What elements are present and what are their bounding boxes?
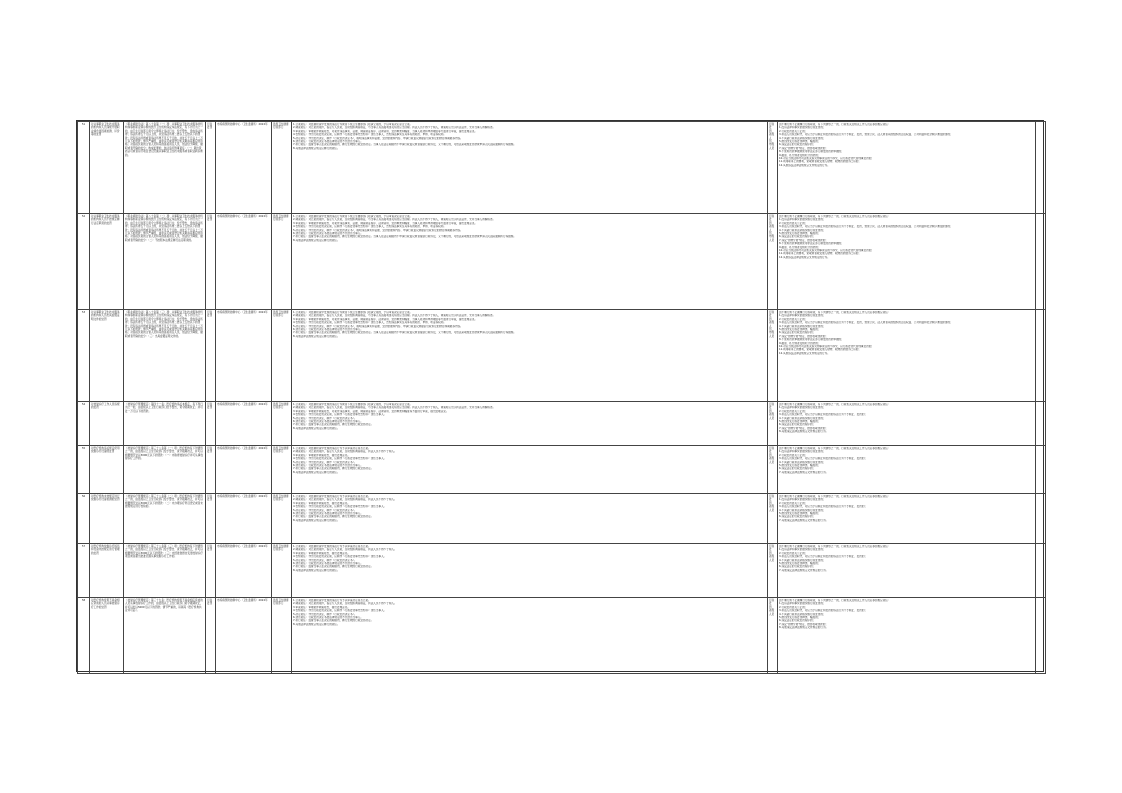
legal-basis-text: 《放射诊疗管理规定》第三十九条：医疗机构使用不具备相应资质的人员从事放射诊疗工作的，由县级以上卫生行政部门责令限期改正，并可以处以5000元以下的罚款；情节严重的，吊销其《医疗机构执业许可证》。 [125,599,203,613]
accountability-item: 3.执法人员玩忽职守，对应当予以制止和处罚的违法行为不予制止、处罚的； [779,555,868,559]
accountability-item: 因不履行或不正确履行行政职责，有下列情形之一的，行政机关及相关工作人员应承担相应责任： [779,495,891,498]
duty-item: 7.执行责任：监督当事人在决定的期限内，履行生效的行政处罚决定。当事人在法定期限内不申请行政复议或者提起行政诉讼，又不履行的，可依法采取加处罚款或申请人民法院强制执行等措施。 [293,143,516,147]
duty-item: 7.执行责任：监督当事人在决定的期限内，履行生效的行政处罚决定。当事人在法定期限内不申请行政复议或者提起行政诉讼，又不履行的，可依法采取加处罚款或申请人民法院强制执行等措施。 [293,331,516,335]
duty-item: 6.送达责任：行政处罚决定书按法律规定的方式送达当事人。 [293,328,363,332]
power-type [206,598,216,674]
responsible-subject [272,494,292,544]
duty-item: 6.送达责任：行政处罚决定书按法律规定的方式送达当事人。 [293,232,363,236]
responsible-subject [272,544,292,598]
legal-basis-text: 《职业病防治法》第八十条第（二）项：从事职业卫生技术服务的机构和承担职业病诊断的医疗卫生机构违反本法规定，有下列行为之一的，由卫生行政部门责令立即停止违法行为，给予警告，没收违法所得；违法所得五千元以上的，并处违法所得二倍以上五倍以下的罚款；没有违法所得或者违法所得不足五千元的，并处五千元以上二万元以下的罚款；情节严重的，由原认可或者登记机关取消其相应的资格；对直接负责的主管人员和其他直接责任人员，依法给予降级、撤职或者开除的处分：（二）不按照本法规定履行法定职责的。 [125,215,203,242]
duty-item: 2.调查责任：对立案的案件，指定专人负责，及时组织调查取证，执法人员不得少于两人。 [293,602,397,606]
accountability-item: 因不履行或不正确履行行政职责，有下列情形之一的，行政机关及相关工作人员应承担相应责任： [779,311,891,314]
duty-item: 3.审查责任：审理案件调查报告，对案件违法事实、证据、调查取证程序、法律适用、处罚种类和幅度等方面进行审查，提出处理意见。 [293,409,449,413]
accountability-item: 因不履行或不正确履行行政职责，有下列情形之一的，行政机关及相关工作人员应承担相应责任： [779,123,891,126]
power-type [206,544,216,598]
contact-info-text: 行政处罚、省级人员、市级人员 [769,215,775,242]
item-name [90,494,124,544]
duty-item: 2.调查责任：对立案的案件，指定专人负责，及时组织调查取证，执法人员不得少于两人。 [293,548,397,552]
duty-item: 6.送达责任：行政处罚决定书按法律规定的方式送达当事人。 [293,420,363,424]
duty-item: 3.审查责任：审理案件调查报告，对案件违法事实、证据、调查取证程序、法律适用、处罚种类和幅度、当事人陈述和申辩理由等方面进行审查，提出处理意见。 [293,317,478,321]
power-type-text: 行政处罚 [207,311,213,318]
implementing-dept-text: 市疾病预防控制中心（卫生监督所）2022年 [217,545,268,548]
implementing-dept-text: 市疾病预防控制中心（卫生监督所）2022年 [217,123,268,126]
row-number-text: 53 [81,311,86,314]
duty-item: 4.告知责任：作出行政处罚决定前，应制作《行政处罚事先告知书》送达当事人。 [293,555,387,559]
duty-item: 1.立案责任：对监督检查中发现的违法行为或者下级卫生健康部门报请立案的，予以审查决定是否立案。 [293,403,413,406]
row-number [78,598,90,674]
row-number-text: 58 [81,599,86,602]
accountability-list [778,598,1036,674]
remark [1036,402,1046,446]
item-name [90,402,124,446]
row-number [78,310,90,402]
duty-list [292,446,768,494]
duty-item: 4.告知责任：作出行政处罚决定前，应制作《行政处罚事先告知书》送达当事人。 [293,457,387,461]
accountability-item: 7.违反"罚缴分离"规定，擅自收取罚款的； [779,238,828,242]
row-number-text: 52 [81,215,86,218]
legal-basis-text: 《放射诊疗管理规定》第四十一条：医疗机构违反本规定，有下列行为之一的，由县级以上卫生行政部门给予警告，责令限期改正；并可处一万元以下的罚款。 [125,403,203,413]
row-number-text: 51 [81,123,86,126]
duty-item: 1.立案责任：对监督检查中发现的违法行为或者下级卫生健康部门报请立案的，予以审查决定是否立案。 [293,123,413,126]
accountability-item: 1.没有法律和事实依据实施行政处罚的； [779,314,826,318]
duty-item: 8.其他法律法规规章规定应履行的责任。 [293,426,340,430]
accountability-list [778,214,1036,310]
remark [1036,214,1046,310]
implementing-dept [216,310,272,402]
table-row [78,544,1046,598]
accountability-item: 5.擅自改变行政处罚种类、幅度的； [779,464,821,468]
accountability-item: 2.行政处罚显失公正的； [779,409,808,413]
implementing-dept [216,544,272,598]
implementing-dept-text: 市疾病预防控制中心（卫生监督所）2022年 [217,215,268,218]
implementing-dept [216,402,272,446]
accountability-item: 8.其他违反法律法规规章文件规定的行为。 [779,626,829,630]
responsible-subject-text: 县级卫生健康行政部门 [273,599,289,606]
legal-basis-text: 《放射诊疗管理规定》第三十八条第（三）项：医疗机构有下列情形之一的，由县级以上卫生行政部门给予警告、责令限期改正，并可以根据情节处以3000元以下的罚款：（三）未经批准擅自变更放射诊疗项目或者超出批准范围从事放射诊疗工作的。 [125,545,203,559]
contact-info-text: 行政处罚、省级人员 [769,447,775,464]
accountability-item: 4.不具备行政执法资格实施行政处罚的； [779,612,826,616]
duty-item: 5.决定责任：作出处罚决定，制作《行政处罚决定书》。 [293,558,357,562]
accountability-item: 6.违反法定的行政处罚程序的； [779,423,816,427]
responsible-subject-text: 县级卫生健康行政部门 [273,495,289,502]
accountability-item: 3.执法人员玩忽职守，对应当予以制止和处罚的违法行为不予制止、处罚的； [779,609,868,613]
implementing-dept-text: 市疾病预防控制中心（卫生监督所）2022年 [217,403,268,406]
table-row [78,402,1046,446]
item-name [90,310,124,402]
legal-basis [124,402,206,446]
duty-list [292,494,768,544]
duty-item: 1.立案责任：对监督检查中发现的违法行为或者下级卫生健康部门报请立案的，予以审查决定是否立案。 [293,215,413,218]
accountability-item: 2.行政处罚显失公正的； [779,221,808,225]
responsible-subject-text: 县级卫生健康行政部门 [273,123,289,130]
contact-info [768,122,778,214]
duty-item: 7.执行责任：监督当事人在决定的期限内，履行生效的行政处罚决定。当事人在法定期限内不申请行政复议或者提起行政诉讼，又不履行的，可依法采取加处罚款或申请人民法院强制执行等措施。 [293,235,516,239]
accountability-item: 6.违反法定的行政处罚程序的； [779,143,816,147]
power-type-text: 行政处罚 [207,215,213,222]
accountability-item: 2.行政处罚显失公正的； [779,501,808,505]
power-type [206,122,216,214]
contact-info [768,310,778,402]
row-number [78,122,90,214]
legal-basis [124,446,206,494]
item-name-text: 对放射诊疗工作人员违规的处罚 [91,403,120,410]
table-row [78,494,1046,544]
table-body [78,122,1046,674]
legal-basis [124,544,206,598]
accountability-list [778,494,1036,544]
accountability-item: 11.利用职务上的便利，索取或者收受他人财物、收缴罚款据为己有的； [779,252,861,256]
duty-list [292,214,768,310]
row-number [78,214,90,310]
table-row [78,446,1046,494]
item-name [90,446,124,494]
accountability-item: 10.对应当依法移交司法机关追究刑事责任的不移交，以行政处罚代替刑事处罚的； [779,249,874,253]
accountability-item: 5.擅自改变行政处罚种类、幅度的； [779,562,821,566]
accountability-item: 7.其他违反法律法规规章文件规定的行为。 [779,568,829,572]
duty-item: 4.告知责任：作出行政处罚决定前，应制作《行政处罚事先告知书》送达当事人。 [293,609,387,613]
contact-info-text: 行政处罚、省级人员 [769,599,775,616]
duty-item: 3.审查责任：审理案件调查报告，提出处理意见。 [293,501,350,505]
accountability-item: 4.不具备行政执法资格实施行政处罚的； [779,460,826,464]
accountability-item: 1.没有法律和事实依据实施行政处罚的； [779,548,826,552]
accountability-item: 3.执法人员玩忽职守，对应当予以制止和处罚的违法行为不予制止、处罚，致使公民、法人或者其他组织的合法权益、公共利益和社会秩序遭受损害的； [779,225,953,229]
duty-item: 2.调查责任：对立案的案件，指定专人负责，及时组织调查取证，与当事人有直接利害关系的应当回避。执法人员不得少于两人，调查时应出示执法证件，允许当事人辩解陈述。 [293,314,496,318]
duty-item: 2.调查责任：对立案的案件，指定专人负责，及时组织调查取证，与当事人有直接利害关系的应当回避。执法人员不得少于两人，调查时应出示执法证件，允许当事人辩解陈述。 [293,406,496,410]
contact-info-text: 行政处罚、省级人员、市级人员 [769,123,775,150]
responsible-subject [272,122,292,214]
accountability-item: 3.执法人员玩忽职守，对应当予以制止和处罚的违法行为不予制止、处罚的； [779,457,868,461]
accountability-item: 11.利用职务上的便利，索取或者收受他人财物、收缴罚款据为己有的； [779,160,861,164]
accountability-item: 5.擅自改变行政处罚种类、幅度的； [779,616,821,620]
responsible-subject-text: 县级卫生健康行政部门 [273,545,289,552]
accountability-item: 2.行政处罚显失公正的； [779,551,808,555]
row-number [78,544,90,598]
accountability-item: 2.行政处罚显失公正的； [779,129,808,133]
row-number [78,402,90,446]
legal-basis [124,122,206,214]
duty-list [292,598,768,674]
implementing-dept [216,214,272,310]
accountability-item: 4.不具备行政执法资格实施行政处罚的； [779,324,826,328]
accountability-item: 1.没有法律和事实依据实施行政处罚的； [779,406,826,410]
row-number-text: 55 [81,447,86,450]
remark [1036,494,1046,544]
accountability-item: 8.其他违反法律法规规章文件规定的行为。 [779,430,829,434]
legal-basis-text: 《职业病防治法》第八十条第（三）项：从事职业卫生技术服务的机构和承担职业病诊断的医疗卫生机构违反本法规定，有下列行为之一的，由卫生行政部门责令立即停止违法行为，给予警告，没收违法所得；违法所得五千元以上的，并处违法所得二倍以上五倍以下的罚款；没有违法所得或者违法所得不足五千元的，并处五千元以上二万元以下的罚款；情节严重的，由原认可或者登记机关取消其相应的资格；对直接负责的主管人员和其他直接责任人员，依法给予降级、撤职或者开除的处分：（三）出具虚假证明文件的。 [125,311,203,338]
duty-item: 8.其他法律法规规章规定应履行的责任。 [293,334,340,338]
contact-info [768,598,778,674]
duty-item: 1.立案责任：对监督检查中发现的违法行为予以审查决定是否立案。 [293,545,371,548]
accountability-item: 因不履行或不正确履行行政职责，有下列情形之一的，行政机关及相关工作人员应承担相应责任： [779,545,891,548]
remark [1036,310,1046,402]
duty-item: 7.执行责任：监督当事人在决定的期限内，履行生效的行政处罚决定。 [293,515,374,519]
item-name-text: 对医疗机构未按规定进行放射诊疗设备检测的处罚 [91,495,120,502]
duty-item: 8.其他法律法规规章规定应履行的责任。 [293,568,340,572]
duty-item: 7.执行责任：监督当事人在决定的期限内，履行生效的行政处罚决定。 [293,619,374,623]
accountability-item: 7.违反"罚缴分离"规定，擅自收取罚款的； [779,426,828,430]
implementing-dept-text: 市疾病预防控制中心（卫生监督所）2022年 [217,495,268,498]
row-number [78,494,90,544]
duty-item: 2.调查责任：对立案的案件，指定专人负责，及时组织调查取证，与当事人有直接利害关系的应当回避。执法人员不得少于两人，调查时应出示执法证件，允许当事人辩解陈述。 [293,218,496,222]
responsible-subject [272,310,292,402]
table-row [78,214,1046,310]
remark [1036,122,1046,214]
accountability-list [778,310,1036,402]
power-type-text: 行政处罚 [207,545,213,552]
accountability-item: 7.其他违反法律法规规章文件规定的行为。 [779,470,829,474]
accountability-item: 7.违反"罚缴分离"规定，擅自收取罚款的； [779,334,828,338]
accountability-item: 5.擅自改变行政处罚种类、幅度的； [779,512,821,516]
contact-info [768,214,778,310]
table-row [78,598,1046,674]
duty-item: 3.审查责任：审理案件调查报告，对案件违法事实、证据、调查取证程序、法律适用、处罚种类和幅度、当事人陈述和申辩理由等方面进行审查，提出处理意见。 [293,129,478,133]
accountability-item: 10.对应当依法移交司法机关追究刑事责任的不移交，以行政处罚代替刑事处罚的； [779,345,874,349]
accountability-item: 7.违反"罚缴分离"规定，擅自收取罚款的； [779,146,828,150]
power-type [206,402,216,446]
responsible-subject-text: 县级卫生健康行政部门 [273,215,289,222]
accountability-item: 3.执法人员玩忽职守，对应当予以制止和处罚的违法行为不予制止、处罚的； [779,505,868,509]
accountability-list [778,402,1036,446]
implementing-dept [216,494,272,544]
duty-item: 6.送达责任：行政处罚决定书按法律规定的方式送达当事人。 [293,464,363,468]
accountability-list [778,446,1036,494]
item-name-text: 对从事职业卫生技术服务的机构和人员违规开展职业病危害因素检测、评价等的处罚 [91,123,120,137]
accountability-item: 5.擅自改变行政处罚种类、幅度的； [779,420,821,424]
item-name [90,598,124,674]
accountability-item: 12.其他违反法律法规规章文件规定的行为。 [779,163,830,167]
duty-item: 8.其他法律法规规章规定应履行的责任。 [293,622,340,626]
accountability-item: 1.没有法律和事实依据实施行政处罚的； [779,218,826,222]
row-number-text: 57 [81,545,86,548]
implementing-dept-text: 市疾病预防控制中心（卫生监督所）2022年 [217,311,268,314]
duty-item: 4.告知责任：作出行政处罚决定前，应制作《行政处罚事先告知书》送达当事人，告知违法事实及其享有的陈述、申辩、听证等权利。 [293,225,446,229]
item-name [90,214,124,310]
contact-info [768,446,778,494]
power-type-text: 行政处罚 [207,123,213,130]
accountability-item: 1.没有法律和事实依据实施行政处罚的； [779,498,826,502]
duty-item: 3.审查责任：审理案件调查报告，提出处理意见。 [293,605,350,609]
item-name [90,544,124,598]
duty-item: 1.立案责任：对监督检查中发现的违法行为或者下级卫生健康部门报请立案的，予以审查决定是否立案。 [293,311,413,314]
duty-item: 7.执行责任：监督当事人在决定的期限内，履行生效的行政处罚决定。 [293,565,374,569]
item-name-text: 对从事职业卫生技术服务的机构和人员出具虚假证明文件的处罚 [91,311,120,321]
table-row [78,310,1046,402]
duty-item: 6.送达责任：行政处罚决定书按法律规定的方式送达当事人。 [293,512,363,516]
accountability-item: 6.违反法定的行政处罚程序的； [779,467,816,471]
accountability-item: 8.不使用罚款单据或使用非法定部门制发的罚款单据的； [779,338,844,342]
duty-item: 5.决定责任：作出处罚决定，制作《行政处罚决定书》。 [293,508,357,512]
responsible-subject-text: 县级卫生健康行政部门 [273,311,289,318]
duty-item: 1.立案责任：对监督检查中发现的违法行为予以审查决定是否立案。 [293,447,371,450]
accountability-item: 6.违反法定的行政处罚程序的； [779,565,816,569]
power-type-text: 行政处罚 [207,447,213,454]
contact-info-text: 行政处罚、省级人员、市级人员 [769,311,775,338]
legal-basis [124,598,206,674]
duty-list [292,122,768,214]
implementing-dept [216,598,272,674]
accountability-item: 10.对应当依法移交司法机关追究刑事责任的不移交，以行政处罚代替刑事处罚的； [779,157,874,161]
legal-basis [124,494,206,544]
duty-item: 5.决定责任：作出处罚决定，制作《行政处罚决定书》，载明违法事实和证据、处罚依据和内容、申请行政复议或提起行政诉讼的途径和期限等内容。 [293,228,463,232]
implementing-dept [216,446,272,494]
implementing-dept [216,122,272,214]
accountability-item: 因不履行或不正确履行行政职责，有下列情形之一的，行政机关及相关工作人员应承担相应责任： [779,447,891,450]
power-type-text: 行政处罚 [207,599,213,606]
accountability-item: 1.没有法律和事实依据实施行政处罚的； [779,450,826,454]
remark [1036,544,1046,598]
accountability-item: 3.执法人员玩忽职守，对应当予以制止和处罚的违法行为不予制止、处罚，致使公民、法人或者其他组织的合法权益、公共利益和社会秩序遭受损害的； [779,321,953,325]
accountability-item: 3.执法人员玩忽职守，对应当予以制止和处罚的违法行为不予制止、处罚，致使公民、法人或者其他组织的合法权益、公共利益和社会秩序遭受损害的； [779,133,953,137]
item-name-text: 对医疗机构使用不具备相应资质的人员从事放射诊疗工作的处罚 [91,599,120,609]
accountability-item: 11.利用职务上的便利，索取或者收受他人财物、收缴罚款据为己有的； [779,348,861,352]
accountability-item: 5.擅自改变行政处罚种类、幅度的； [779,140,821,144]
implementing-dept-text: 市疾病预防控制中心（卫生监督所）2022年 [217,599,268,602]
accountability-item: 5.擅自改变行政处罚种类、幅度的； [779,232,821,236]
duty-item: 2.调查责任：对立案的案件，指定专人负责，及时组织调查取证，执法人员不得少于两人。 [293,498,397,502]
legal-basis [124,214,206,310]
accountability-item: 2.行政处罚显失公正的； [779,453,808,457]
duty-list [292,310,768,402]
duty-item: 6.送达责任：行政处罚决定书按法律规定的方式送达当事人。 [293,616,363,620]
duty-item: 3.审查责任：审理案件调查报告，提出处理意见。 [293,453,350,457]
duty-table [77,121,1046,674]
duty-item: 8.其他法律法规规章规定应履行的责任。 [293,238,340,242]
accountability-item: 7.其他违反法律法规规章文件规定的行为。 [779,518,829,522]
implementing-dept-text: 市疾病预防控制中心（卫生监督所）2022年 [217,447,268,450]
duty-list [292,402,768,446]
accountability-item: 4.不具备行政执法资格实施行政处罚的； [779,558,826,562]
remark [1036,446,1046,494]
duty-item: 8.其他法律法规规章规定应履行的责任。 [293,470,340,474]
accountability-item: 9.截留、私分或者变相私分罚款的； [779,153,821,157]
duty-item: 2.调查责任：对立案的案件，指定专人负责，及时组织调查取证，执法人员不得少于两人。 [293,450,397,454]
contact-info-text: 行政处罚、省级人员 [769,545,775,562]
accountability-list [778,122,1036,214]
accountability-item: 1.没有法律和事实依据实施行政处罚的； [779,602,826,606]
accountability-item: 8.不使用罚款单据或使用非法定部门制发的罚款单据的； [779,242,844,246]
duty-item: 4.告知责任：作出行政处罚决定前，应制作《行政处罚事先告知书》送达当事人。 [293,505,387,509]
accountability-item: 6.违反法定的行政处罚程序的； [779,331,816,335]
row-number-text: 56 [81,495,86,498]
accountability-item: 6.违反法定的行政处罚程序的； [779,515,816,519]
accountability-item: 4.不具备行政执法资格实施行政处罚的； [779,508,826,512]
duty-item: 5.决定责任：作出处罚决定，制作《行政处罚决定书》。 [293,460,357,464]
remark [1036,598,1046,674]
power-type [206,310,216,402]
contact-info [768,402,778,446]
accountability-item: 4.不具备行政执法资格实施行政处罚的； [779,416,826,420]
duty-item: 8.其他法律法规规章规定应履行的责任。 [293,518,340,522]
accountability-item: 12.其他违反法律法规规章文件规定的行为。 [779,255,830,259]
accountability-item: 6.违反法定的行政处罚程序的； [779,235,816,239]
duty-item: 3.审查责任：审理案件调查报告，提出处理意见。 [293,551,350,555]
power-type-text: 行政处罚 [207,403,213,410]
duty-item: 6.送达责任：行政处罚决定书按法律规定的方式送达当事人。 [293,140,363,144]
contact-info-text: 行政处罚、省级人员 [769,403,775,420]
duty-item: 6.送达责任：行政处罚决定书按法律规定的方式送达当事人。 [293,562,363,566]
duty-item: 4.告知责任：作出行政处罚决定前，应制作《行政处罚事先告知书》送达当事人，告知违法事实及其享有的陈述、申辩、听证等权利。 [293,133,446,137]
accountability-item: 2.行政处罚显失公正的； [779,317,808,321]
accountability-item: 1.没有法律和事实依据实施行政处罚的； [779,126,826,130]
responsible-subject [272,446,292,494]
item-name [90,122,124,214]
accountability-item: 4.不具备行政执法资格实施行政处罚的； [779,228,826,232]
accountability-item: 因不履行或不正确履行行政职责，有下列情形之一的，行政机关及相关工作人员应承担相应责任： [779,215,891,218]
responsible-subject [272,598,292,674]
duty-item: 2.调查责任：对立案的案件，指定专人负责，及时组织调查取证，与当事人有直接利害关系的应当回避。执法人员不得少于两人，调查时应出示执法证件，允许当事人辩解陈述。 [293,126,496,130]
accountability-item: 9.截留、私分或者变相私分罚款的； [779,245,821,249]
responsible-subject-text: 县级卫生健康行政部门 [273,403,289,410]
power-type [206,494,216,544]
duty-item: 5.决定责任：作出处罚决定，制作《行政处罚决定书》。 [293,416,357,420]
accountability-list [778,544,1036,598]
item-name-text: 对医疗机构违反规定使用放射诊疗设备的处罚 [91,447,120,454]
accountability-item: 因不履行或不正确履行行政职责，有下列情形之一的，行政机关及相关工作人员应承担相应责任： [779,403,891,406]
accountability-item: 3.执法人员玩忽职守，对应当予以制止和处罚的违法行为不予制止、处罚的； [779,413,868,417]
power-type-text: 行政处罚 [207,495,213,502]
legal-basis-text: 《放射诊疗管理规定》第三十八条第（一）项：医疗机构有下列情形之一的，由县级以上卫生行政部门给予警告、责令限期改正，并可以根据情节处以3000元以下的罚款：（一）未取得放射诊疗许可从事放射诊疗工作的。 [125,447,203,461]
duty-item: 7.执行责任：监督当事人在决定的期限内，履行生效的行政处罚决定。 [293,423,374,427]
accountability-item: 因不履行或不正确履行行政职责，有下列情形之一的，行政机关及相关工作人员应承担相应责任： [779,599,891,602]
item-name-text: 对从事职业卫生技术服务的机构和人员不按规定履行法定职责的处罚 [91,215,120,225]
power-type [206,446,216,494]
accountability-item: 6.违反法定的行政处罚程序的； [779,619,816,623]
accountability-item: 5.擅自改变行政处罚种类、幅度的； [779,328,821,332]
power-type [206,214,216,310]
contact-info-text: 行政处罚、省级人员 [769,495,775,512]
item-name-text: 对医疗机构放射诊疗场所和设备未按规定进行管理的处罚 [91,545,120,555]
legal-basis [124,310,206,402]
duty-item: 3.审查责任：审理案件调查报告，对案件违法事实、证据、调查取证程序、法律适用、处罚种类和幅度、当事人陈述和申辩理由等方面进行审查，提出处理意见。 [293,221,478,225]
document-page [76,120,1044,672]
duty-item: 7.执行责任：监督当事人在决定的期限内，履行生效的行政处罚决定。 [293,467,374,471]
accountability-item: 2.行政处罚显失公正的； [779,605,808,609]
duty-item: 4.告知责任：作出行政处罚决定前，应制作《行政处罚事先告知书》送达当事人，告知违法事实及其享有的陈述、申辩、听证等权利。 [293,321,446,325]
duty-item: 8.其他法律法规规章规定应履行的责任。 [293,146,340,150]
accountability-item: 8.不使用罚款单据或使用非法定部门制发的罚款单据的； [779,150,844,154]
duty-item: 5.决定责任：作出处罚决定，制作《行政处罚决定书》，载明违法事实和证据、处罚依据和内容、申请行政复议或提起行政诉讼的途径和期限等内容。 [293,324,463,328]
accountability-item: 9.截留、私分或者变相私分罚款的； [779,341,821,345]
row-number-text: 54 [81,403,86,406]
legal-basis-text: 《放射诊疗管理规定》第三十八条第（二）项：医疗机构有下列情形之一的，由县级以上卫生行政部门给予警告、责令限期改正，并可以根据情节处以3000元以下的罚款：（二）未办理诊疗科目登记或者未按照规定进行校验的。 [125,495,203,509]
responsible-subject [272,402,292,446]
accountability-item: 12.其他违反法律法规规章文件规定的行为。 [779,351,830,355]
duty-item: 5.决定责任：作出处罚决定，制作《行政处罚决定书》。 [293,612,357,616]
legal-basis-text: 《职业病防治法》第八十条第（一）项：从事职业卫生技术服务的机构和承担职业病诊断的医疗卫生机构违反本法规定，有下列行为之一的，由卫生行政部门责令立即停止违法行为，给予警告，没收违法所得；违法所得五千元以上的，并处违法所得二倍以上五倍以下的罚款；没有违法所得或者违法所得不足五千元的，并处五千元以上二万元以下的罚款；情节严重的，由原认可或者登记机关取消其相应的资格；对直接负责的主管人员和其他直接责任人员，依法给予降级、撤职或者开除的处分；构成犯罪的，依法追究刑事责任：（一）超出资质认可或者诊疗项目登记范围从事职业卫生技术服务或者职业病诊断的。 [125,123,203,157]
duty-item: 1.立案责任：对监督检查中发现的违法行为予以审查决定是否立案。 [293,495,371,498]
contact-info [768,544,778,598]
duty-item: 5.决定责任：作出处罚决定，制作《行政处罚决定书》，载明违法事实和证据、处罚依据和内容、申请行政复议或提起行政诉讼的途径和期限等内容。 [293,136,463,140]
responsible-subject-text: 县级卫生健康行政部门 [273,447,289,454]
duty-item: 4.告知责任：作出行政处罚决定前，应制作《行政处罚事先告知书》送达当事人。 [293,413,387,417]
table-row [78,122,1046,214]
duty-list [292,544,768,598]
responsible-subject [272,214,292,310]
row-number [78,446,90,494]
duty-item: 1.立案责任：对监督检查中发现的违法行为予以审查决定是否立案。 [293,599,371,602]
accountability-item: 7.违反"罚缴分离"规定，擅自收取罚款的； [779,622,828,626]
contact-info [768,494,778,544]
accountability-item: 4.不具备行政执法资格实施行政处罚的； [779,136,826,140]
